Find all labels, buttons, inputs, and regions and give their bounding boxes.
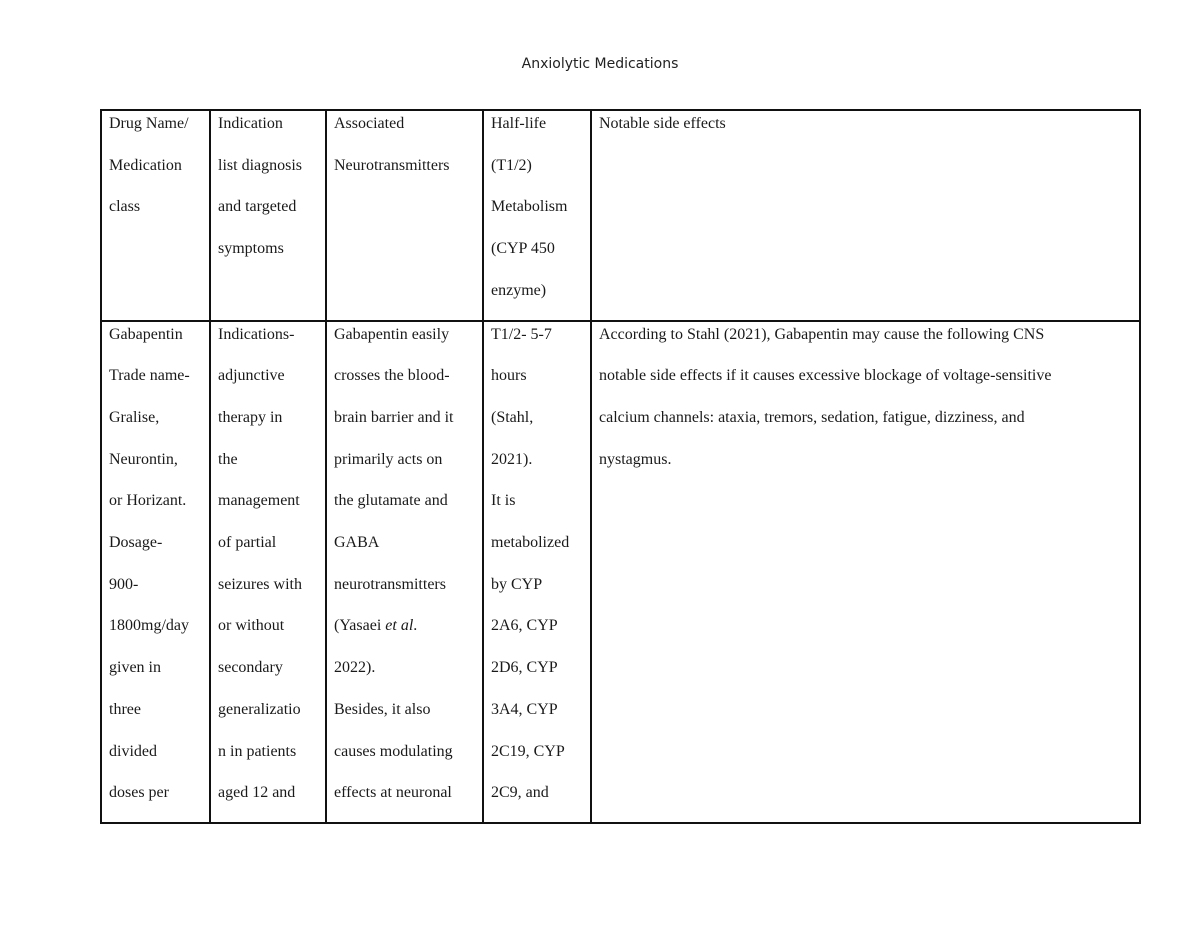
cell-line: T1/2- 5-7 <box>491 325 552 343</box>
cell-line: 900- <box>109 575 139 593</box>
cell-line: Gabapentin <box>109 325 183 343</box>
cell-line: Drug Name/ <box>109 115 189 132</box>
cell-line: adjunctive <box>218 367 285 385</box>
cell-line: or Horizant. <box>109 492 187 510</box>
header-side-effects-cell <box>591 110 1140 321</box>
cell-line: Associated <box>334 115 405 132</box>
citation-author: (Yasaei <box>334 617 386 635</box>
cell-line: Neurotransmitters <box>334 156 450 174</box>
gabapentin-side-effects-cell <box>591 321 1140 823</box>
cell-line: 2A6, CYP <box>491 617 558 635</box>
cell-line: 2C19, CYP <box>491 742 565 760</box>
cell-line: given in <box>109 659 161 677</box>
cell-line: seizures with <box>218 575 302 593</box>
cell-line: doses per <box>109 784 169 802</box>
cell-line: enzyme) <box>491 281 547 299</box>
cell-line: Half-life <box>491 115 547 132</box>
cell-line: Indications- <box>218 325 295 343</box>
cell-line: Neurontin, <box>109 450 178 468</box>
gabapentin-half-life-cell <box>483 321 591 823</box>
cell-line: management <box>218 492 300 510</box>
cell-line: list diagnosis <box>218 156 303 174</box>
gabapentin-indication-cell <box>210 321 326 823</box>
cell-line: symptoms <box>218 240 284 258</box>
cell-line: three <box>109 700 141 718</box>
header-indication-cell <box>210 110 326 321</box>
cell-line: Dosage- <box>109 534 163 552</box>
cell-line: Metabolism <box>491 198 568 216</box>
cell-line: neurotransmitters <box>334 575 446 593</box>
citation-line <box>334 605 476 647</box>
cell-line: class <box>109 198 141 216</box>
cell-line: 1800mg/day <box>109 617 189 635</box>
table-header-row <box>101 110 1140 321</box>
cell-line: hours <box>491 367 527 385</box>
cell-line: the <box>218 450 238 468</box>
cell-line: notable side effects if it causes excessive blockage of voltage-sensitive <box>599 367 1052 385</box>
cell-line: metabolized <box>491 534 570 552</box>
header-neurotransmitters-cell <box>326 110 483 321</box>
cell-line: 2021). <box>491 450 533 468</box>
cell-line: crosses the blood- <box>334 367 450 385</box>
cell-line: therapy in <box>218 408 283 426</box>
gabapentin-drug-name-cell <box>101 321 210 823</box>
cell-line: 2C9, and <box>491 784 549 802</box>
cell-line: Medication <box>109 156 182 174</box>
medications-table <box>100 109 1141 824</box>
cell-line: Indication <box>218 115 283 132</box>
cell-line: and targeted <box>218 198 297 216</box>
cell-line: 3A4, CYP <box>491 700 558 718</box>
cell-line: causes modulating <box>334 742 453 760</box>
gabapentin-neurotransmitters-cell <box>326 321 483 823</box>
cell-line: (CYP 450 <box>491 240 555 258</box>
cell-line: secondary <box>218 659 283 677</box>
citation-et-al: et al <box>385 617 414 635</box>
header-half-life-cell <box>483 110 591 321</box>
cell-line: aged 12 and <box>218 784 296 802</box>
cell-line: nystagmus. <box>599 450 672 468</box>
cell-line: According to Stahl (2021), Gabapentin may cause the following CNS <box>599 325 1045 343</box>
cell-line: brain barrier and it <box>334 408 454 426</box>
cell-line: n in patients <box>218 742 297 760</box>
cell-line: divided <box>109 742 157 760</box>
cell-line: 2022). <box>334 659 376 677</box>
cell-line: It is <box>491 492 516 510</box>
cell-line: of partial <box>218 534 277 552</box>
cell-line: Besides, it also <box>334 700 431 718</box>
cell-line: calcium channels: ataxia, tremors, sedation, fatigue, dizziness, and <box>599 408 1025 426</box>
cell-line: 2D6, CYP <box>491 659 558 677</box>
cell-line: Notable side effects <box>599 115 726 132</box>
cell-line: (Stahl, <box>491 408 534 426</box>
cell-line: Gralise, <box>109 408 160 426</box>
cell-line: Trade name- <box>109 367 190 385</box>
cell-line: effects at neuronal <box>334 784 452 802</box>
header-drug-name-cell <box>101 110 210 321</box>
citation-period: . <box>413 617 418 635</box>
cell-line: by CYP <box>491 575 543 593</box>
cell-line: generalizatio <box>218 700 301 718</box>
cell-line: Gabapentin easily <box>334 325 450 343</box>
cell-line: or without <box>218 617 285 635</box>
cell-line: GABA <box>334 534 380 552</box>
cell-line: (T1/2) <box>491 156 532 174</box>
page-header-title: Anxiolytic Medications <box>521 56 679 72</box>
cell-line: the glutamate and <box>334 492 448 510</box>
gabapentin-row <box>101 321 1140 823</box>
cell-line: primarily acts on <box>334 450 443 468</box>
